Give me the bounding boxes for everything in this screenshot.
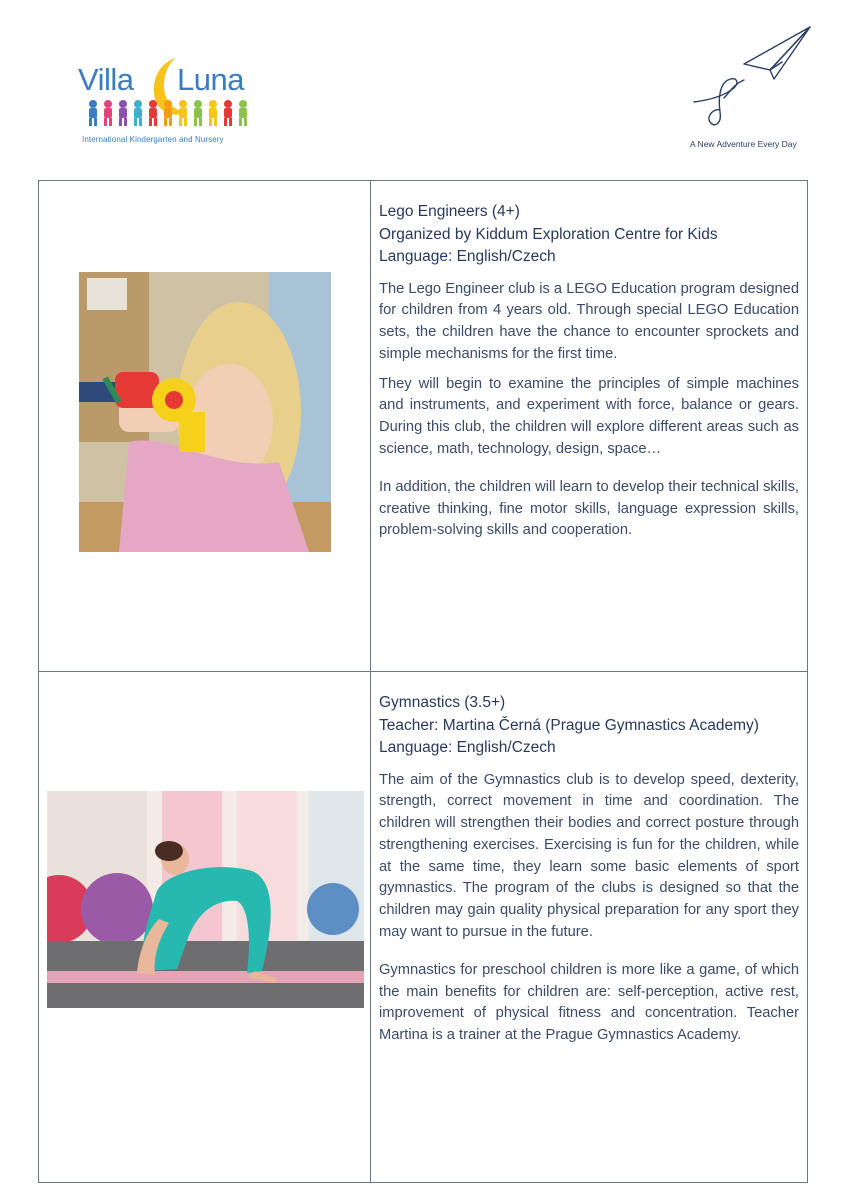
gymnastics-paragraph-2: Gymnastics for preschool children is more like a game, of which the main benefits for children are: self-perception, active rest, improvement of physical fitness and concentration. Teacher Martina is a trainer at the Prague Gymnastics Academy.: [379, 961, 799, 1044]
logo-word-villa: Villa: [78, 62, 134, 97]
gymnastics-title: Gymnastics (3.5+): [379, 694, 506, 711]
lego-title: Lego Engineers (4+): [379, 203, 520, 220]
gymnastics-text-cell: [371, 672, 808, 1183]
gymnastics-teacher: Teacher: Martina Černá (Prague Gymnastics Academy): [379, 716, 759, 734]
lego-paragraph-2: They will begin to examine the principles of simple machines and instruments, and experiment with force, balance or gears. During this club, the children will explore different areas such as science, math, technology, design, space…: [379, 375, 799, 458]
logo-word-luna: Luna: [177, 62, 244, 97]
lego-text-cell: [371, 181, 808, 672]
lego-language: Language: English/Czech: [379, 248, 556, 265]
tagline: A New Adventure Every Day: [690, 139, 797, 149]
lego-paragraph-1: The Lego Engineer club is a LEGO Education program designed for children from 4 years old. Through special LEGO Education sets, the children have the chance to encounter sprockets and simple mechanisms for the first time.: [379, 280, 799, 362]
gymnastics-photo: [47, 791, 364, 1008]
paper-plane-icon: [690, 22, 818, 132]
clubs-table: [38, 180, 808, 1183]
lego-paragraph-3: In addition, the children will learn to develop their technical skills, creative thinking, fine motor skills, language expression skills, problem-solving skills and cooperation.: [379, 478, 799, 539]
lego-engineer-photo: [79, 272, 331, 552]
gymnastics-photo-cell: [39, 672, 371, 1183]
children-figures-icon: [84, 98, 254, 128]
gymnastics-language: Language: English/Czech: [379, 739, 556, 756]
lego-photo-cell: [39, 181, 371, 672]
logo-subtitle: International Kindergarten and Nursery: [82, 135, 224, 144]
club-row-gymnastics: [39, 672, 808, 1183]
club-row-lego: [39, 181, 808, 672]
gymnastics-paragraph-1: The aim of the Gymnastics club is to develop speed, dexterity, strength, correct movement in time and coordination. The children will strengthen their bodies and correct posture through strengthening exercises. Exercising is fun for the children, while at the same time, they learn some basic elements of sport gymnastics. The program of the clubs is designed so that the children may gain quality physical preparation for any sport they may want to pursue in the future.: [379, 771, 799, 941]
villa-luna-logo: [78, 54, 258, 150]
lego-organizer: Organized by Kiddum Exploration Centre for Kids: [379, 225, 718, 243]
